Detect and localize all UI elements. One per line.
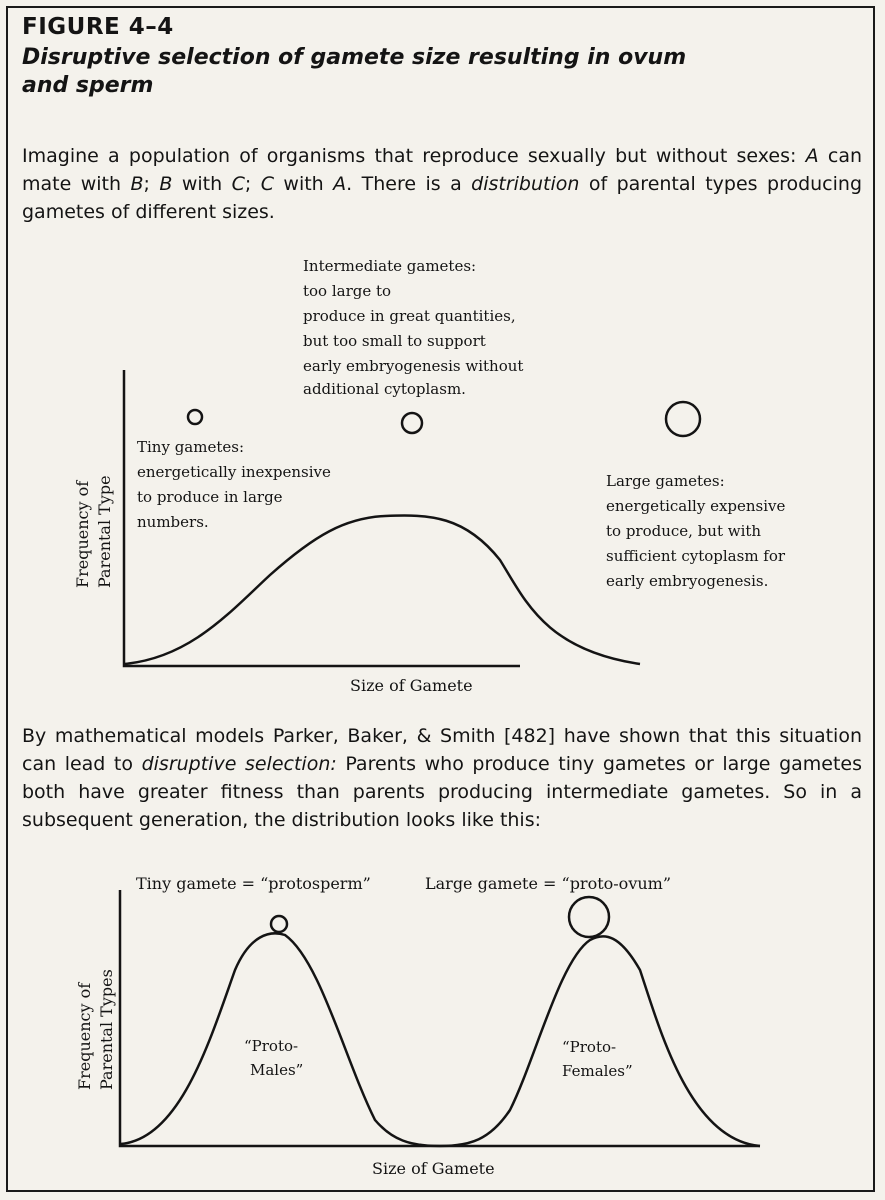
- body-text-1: By mathematical models Parker, Baker, & Smith [482] have shown that this situation can lead to: [22, 725, 862, 775]
- intermediate-gamete-icon: [402, 413, 422, 433]
- protosperm-icon: [271, 916, 287, 932]
- intro-text-1: Imagine a population of organisms that reproduce sexually but without sexes:: [22, 145, 806, 167]
- intro-text-4: with: [172, 173, 232, 195]
- chart-bottom-axes: [120, 890, 760, 1146]
- intro-text-6: with: [273, 173, 334, 195]
- chart-bottom: [75, 874, 760, 1178]
- large-gamete-proto-ovum-label: Large gamete = “proto-ovum”: [425, 874, 672, 893]
- chart-bottom-xlabel: Size of Gamete: [372, 1159, 495, 1178]
- large-gamete-icon: [666, 402, 700, 436]
- intro-var-c2: C: [260, 173, 274, 195]
- tiny-gamete-icon: [188, 410, 202, 424]
- tiny-gametes-label: Tiny gametes: energetically inexpensive to produce in large numbers.: [137, 438, 331, 531]
- chart-top: [73, 257, 790, 695]
- proto-ovum-icon: [569, 897, 609, 937]
- body-emphasis: disruptive selection:: [141, 753, 337, 775]
- proto-females-label: “Proto- Females”: [562, 1038, 633, 1080]
- intro-distribution: distribution: [471, 173, 580, 195]
- figure-title: Disruptive selection of gamete size resulting in ovum and sperm: [22, 45, 687, 98]
- tiny-gamete-protosperm-label: Tiny gamete = “protosperm”: [136, 874, 371, 893]
- proto-males-label: “Proto- Males”: [244, 1037, 304, 1079]
- figure-label: FIGURE 4–4: [22, 14, 174, 40]
- intro-var-b: B: [130, 173, 144, 195]
- body-text-2: Parents who produce tiny gametes or large gametes both have greater fitness than parents producing intermediate gametes. So in a subsequent generation, the distribution looks like this:: [22, 753, 863, 831]
- body-paragraph: [22, 722, 862, 834]
- intro-var-a: A: [805, 145, 819, 167]
- intro-var-a2: A: [333, 173, 347, 195]
- intro-text-8: of parental types producing gametes of different sizes.: [22, 173, 863, 223]
- intro-text-7: . There is a: [346, 173, 472, 195]
- chart-top-ylabel: Frequency of Parental Type: [73, 475, 114, 588]
- chart-top-curve: [124, 515, 640, 664]
- intro-var-c: C: [231, 173, 245, 195]
- intro-text-2: can mate with: [22, 145, 863, 195]
- intro-var-b2: B: [159, 173, 173, 195]
- intermediate-label: Intermediate gametes: too large to produce in great quantities, but too small to support early embryogenesis without additional cytoplasm.: [303, 257, 524, 398]
- chart-bottom-ylabel: Frequency of Parental Types: [75, 969, 116, 1090]
- chart-bottom-curve: [120, 933, 760, 1146]
- intro-text-5: ;: [244, 173, 261, 195]
- chart-top-xlabel: Size of Gamete: [350, 676, 473, 695]
- intro-text-3: ;: [143, 173, 160, 195]
- large-gametes-label: Large gametes: energetically expensive to produce, but with sufficient cytoplasm for early embryogenesis.: [606, 472, 786, 590]
